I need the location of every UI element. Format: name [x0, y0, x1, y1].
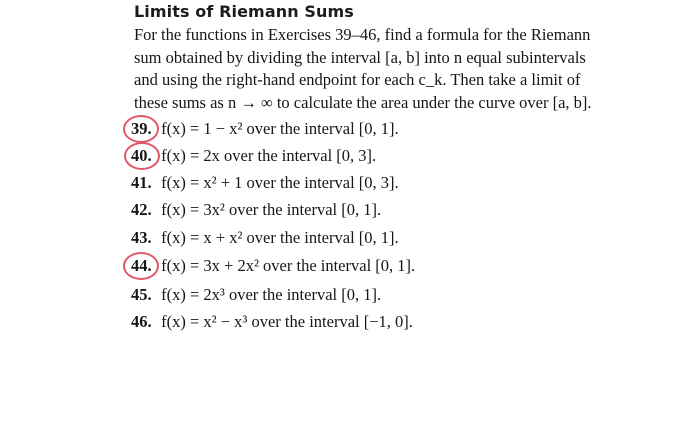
exercise-number: 39. [131, 119, 152, 138]
exercise-text: f(x) = 1 − x² over the interval [0, 1]. [161, 119, 399, 138]
exercise-number: 45. [131, 285, 152, 304]
exercise-43 [131, 226, 399, 250]
exercise-39 [131, 117, 399, 141]
exercise-number: 44. [131, 256, 152, 275]
exercise-number: 46. [131, 312, 152, 331]
instructions-paragraph [134, 24, 614, 114]
exercise-45 [131, 283, 381, 307]
instructions-line-2: sum obtained by dividing the interval [a, b] into n equal subintervals [134, 47, 586, 67]
instructions-line-3: and using the right-hand endpoint for each c_k. Then take a limit of [134, 70, 581, 89]
exercise-42 [131, 198, 381, 222]
exercise-46 [131, 310, 413, 334]
circled-mark-39 [123, 115, 159, 143]
circled-mark-44 [123, 252, 159, 280]
instructions-line-4: these sums as n → ∞ to calculate the area under the curve over [a, b]. [134, 92, 592, 112]
exercise-41 [131, 171, 399, 195]
instructions-line-1: For the functions in Exercises 39–46, find a formula for the Riemann [134, 25, 591, 44]
exercise-text: f(x) = x² + 1 over the interval [0, 3]. [161, 173, 399, 192]
exercise-text: f(x) = 3x + 2x² over the interval [0, 1]. [161, 256, 416, 275]
exercise-text: f(x) = 3x² over the interval [0, 1]. [161, 200, 382, 219]
section-heading: Limits of Riemann Sums [134, 2, 354, 21]
exercise-text: f(x) = 2x³ over the interval [0, 1]. [161, 285, 382, 304]
exercise-text: f(x) = 2x over the interval [0, 3]. [161, 146, 377, 165]
exercise-number: 42. [131, 200, 152, 219]
circled-mark-40 [124, 142, 160, 170]
exercise-number: 40. [131, 146, 152, 165]
exercise-number: 43. [131, 228, 152, 247]
exercise-40 [131, 144, 376, 168]
exercise-number: 41. [131, 173, 152, 192]
exercise-44 [131, 254, 415, 278]
exercise-text: f(x) = x² − x³ over the interval [−1, 0]. [161, 312, 413, 331]
exercise-text: f(x) = x + x² over the interval [0, 1]. [161, 228, 399, 247]
